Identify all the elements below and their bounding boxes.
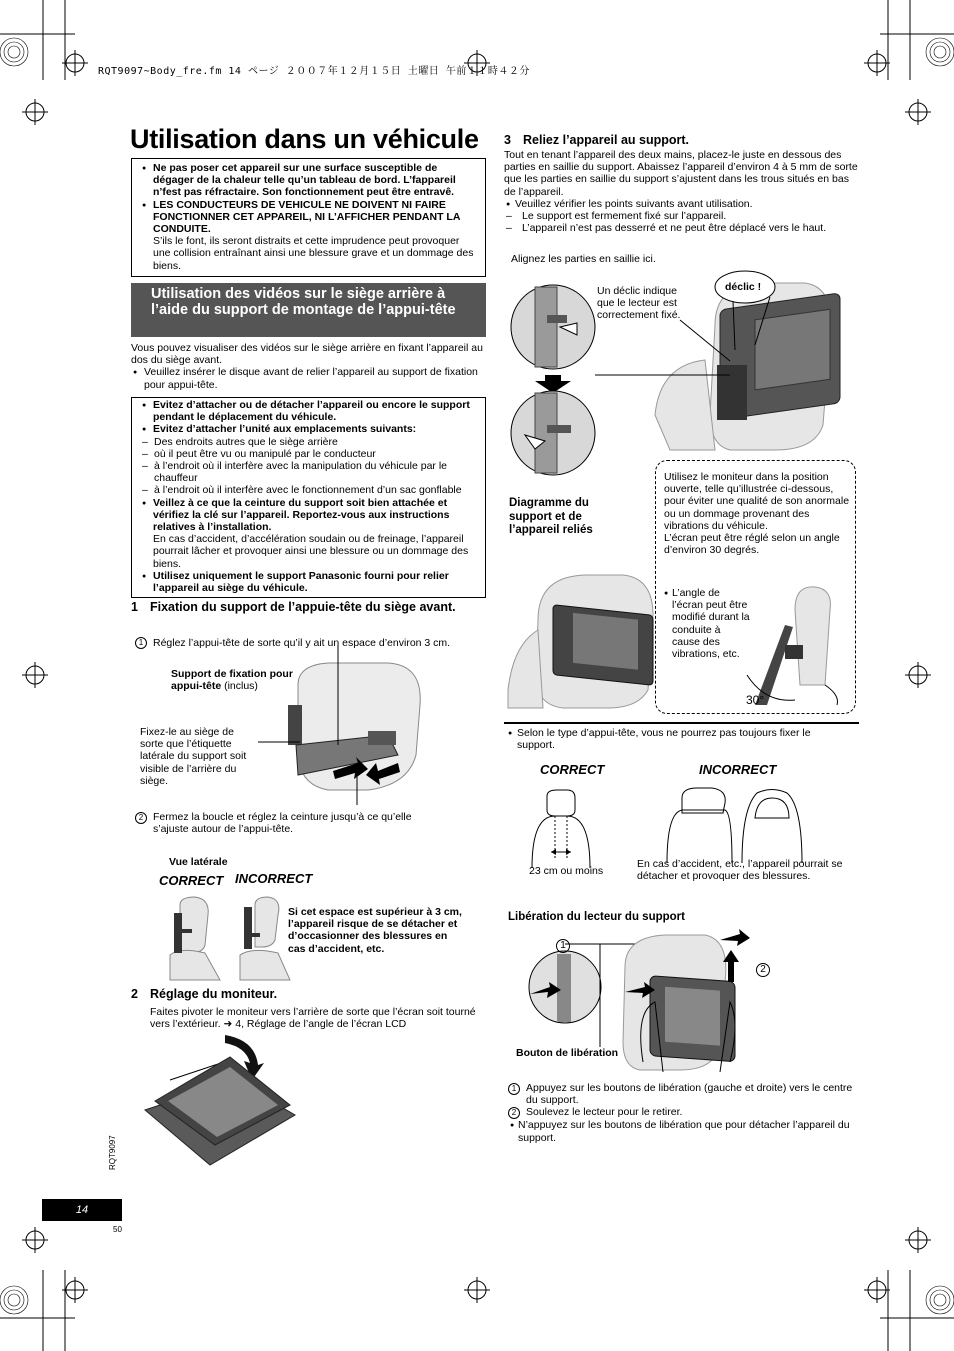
diagram-label: Diagramme du support et de l’appareil reliés [509,497,593,536]
step3-text: Tout en tenant l’appareil des deux mains, placez-le juste en dessous des parties en saillie du support. Abaissez l’appareil d’environ 4 à 5 mm de sorte que les parties en saillie du support s’ajustent dans les trous situés en bas de l’appareil. [504,149,858,198]
click-bubble-text: déclic ! [725,281,762,293]
headrest-bullet-text: ● Selon le type d’appui-tête, vous ne pourrez pas toujours fixer le support. [506,727,836,751]
release-bullet: ● N’appuyez sur les boutons de libération que pour détacher l’appareil du support. [508,1119,853,1143]
circled-number: 1 [135,637,147,649]
monitor-note: Utilisez le moniteur dans la position ouverte, telle qu’illustrée ci-dessous, pour éviter une qualité de son anormale ou un dommage provenant des vibrations du véhicule. L’écran peut être réglé selon un angle d’environ 30 degrés. [664,471,850,557]
angle-illustration [745,585,845,705]
warning-belt-text: En cas d’accident, d’accélération soudain ou de freinage, l’appareil pourrait lâcher et provoquer ainsi une blessure ou un dommage des biens. [153,533,469,570]
circled-number: 1 [508,1083,520,1095]
warning-panasonic: ● Utilisez uniquement le support Panasonic fourni pour relier l’appareil au siège du véhicule. [140,570,477,594]
location-3: – à l’endroit où il interfère avec la manipulation du véhicule par le chauffeur [140,460,477,484]
warning-box-2 [131,397,486,598]
step2-title: Réglage du moniteur. [150,987,278,1001]
correct-label-1: CORRECT [159,873,224,888]
small-page-number: 50 [113,1225,122,1234]
side-view-label: Vue latérale [169,856,228,868]
circled-number: 2 [135,812,147,824]
step3-title: Reliez l’appareil au support. [523,133,690,147]
intro-paragraph: Vous pouvez visualiser des vidéos sur le siège arrière en fixant l’appareil au dos du siège avant. [131,342,483,367]
release-step-1 [508,1082,853,1106]
warning-belt: ● Veillez à ce que la ceinture du support soit bien attachée et vérifiez la clé sur l’appareil. Reportez-vous aux instructions relatives à l’installation. [140,497,477,534]
step3-number: 3 [504,133,511,147]
monitor-rotate-illustration [140,1035,300,1165]
step1-title: Fixation du support de l’appuie-tête du siège avant. [150,600,456,614]
step2-heading [131,987,486,1001]
gap-warning: Si cet espace est supérieur à 3 cm, l’appareil risque de se détacher et d’occasionner des blessures en cas d’accident, etc. [288,906,462,955]
step1-heading [131,600,486,614]
step3-bullet: ● Veuillez vérifier les points suivants avant utilisation. [504,198,859,210]
headrest-width: 23 cm ou moins [529,865,604,877]
headrest-belt-illustration [258,645,458,805]
headrest-bullet [506,727,836,751]
circled-number: 1 [556,939,570,953]
warning-box-1 [131,158,486,277]
circled-number: 2 [508,1107,520,1119]
step3-body [504,149,859,234]
support-label-rest: (inclus) [221,680,258,693]
warning-locations: ● Evitez d’attacher l’unité aux emplacements suivants: [140,423,477,435]
model-vertical: RQT9097 [108,1135,117,1170]
fix-label: Fixez-le au siège de sorte que l’étiquette latérale du support soit visible de l’arrière du siège. [140,726,247,787]
correct-label-2: CORRECT [540,762,605,777]
step3-heading [504,133,864,147]
rule-line [504,722,859,724]
warning-drivers-text: S’ils le font, ils seront distraits et cette imprudence peut provoquer une collision entraînant ainsi une blessure grave et un dommage des biens. [153,235,474,272]
release-step-2-text: Soulevez le lecteur pour le retirer. [526,1106,683,1119]
click-note: Un déclic indique que le lecteur est correctement fixé. [597,285,681,322]
align-label: Alignez les parties en saillie ici. [511,253,656,265]
release-step-2 [508,1106,853,1119]
section-title: Utilisation des vidéos sur le siège arrière à l’aide du support de montage de l’appui-tête [131,283,486,337]
incorrect-label-1: INCORRECT [235,871,313,886]
warning-heat: ● Ne pas poser cet appareil sur une surface susceptible de dégager de la chaleur telle qu’un tableau de bord. L’fappareil n’fest pas réfractaire. Son fonctionnement peut être entravê. [140,162,477,199]
circled-number: 2 [756,963,770,977]
warning-drivers: ● LES CONDUCTEURS DE VEHICULE NE DOIVENT NI FAIRE FONCTIONNER CET APPAREIL, NI L’AFFICHER PENDANT LA CONDUITE. [140,199,477,236]
release-step-1-text: Appuyez sur les boutons de libération (gauche et droite) vers le centre du support. [526,1082,853,1107]
side-view-illustration [160,895,290,985]
page-title: Utilisation dans un véhicule [130,124,479,154]
intro-bullet: ● Veuillez insérer le disque avant de relier l’appareil au support de fixation pour appui-tête. [131,366,486,390]
page-number-box: 14 [42,1199,122,1221]
attach-illustration [505,265,855,485]
step2-number: 2 [131,987,138,1001]
warning-attach: ● Evitez d’attacher ou de détacher l’appareil ou encore le support pendant le déplacement du véhicule. [140,399,477,423]
angle-value: 30° [746,693,765,707]
headrest-incorrect-text: En cas d’accident, etc., l’appareil pourrait se détacher et provoquer des blessures. [637,858,843,883]
step1-sub2 [135,811,435,835]
step1-sub2-text: Fermez la boucle et réglez la ceinture jusqu’à ce qu’elle s’ajuste autour de l’appui-tête. [153,811,412,836]
incorrect-label-2: INCORRECT [699,762,777,777]
step1-number: 1 [131,600,138,614]
release-title: Libération du lecteur du support [508,911,685,923]
step2-text: Faites pivoter le moniteur vers l’arrière de sorte que l’écran soit tourné vers l’extérieur. ➜ 4, Réglage de l’angle de l’écran LCD [150,1006,476,1031]
step1-sub1-text: Réglez l’appui-tête de sorte qu’il y ait un espace d’environ 3 cm. [153,637,451,649]
step3-check-1: – Le support est fermement fixé sur l’appareil. [504,210,859,222]
location-2: – où il peut être vu ou manipulé par le conducteur [140,448,477,460]
location-4: – à l’endroit où il interfère avec le fonctionnement d’un sac gonflable [140,484,477,496]
angle-note-bullet: ● L’angle de l’écran peut être modifié durant la conduite à cause des vibrations, etc. [662,587,750,660]
release-button-label: Bouton de libération [516,1047,619,1059]
release-steps [508,1082,853,1144]
step3-check-2: – L’appareil n’est pas desserré et ne peut être déplacé vers le haut. [504,222,859,234]
intro-text [131,342,486,391]
monitor-on-seat-illustration [508,570,658,710]
headrest-types-illustration [527,788,827,868]
support-label-bold: Support de fixation pour appui-tête [171,668,293,693]
angle-note [662,587,750,660]
release-num-2 [756,960,776,978]
release-num-1 [556,936,576,954]
file-header: RQT9097~Body_fre.fm 14 ページ ２００７年１２月１５日 土曜日 午前１１時４２分 [98,66,530,77]
location-1: – Des endroits autres que le siège arrière [140,436,477,448]
